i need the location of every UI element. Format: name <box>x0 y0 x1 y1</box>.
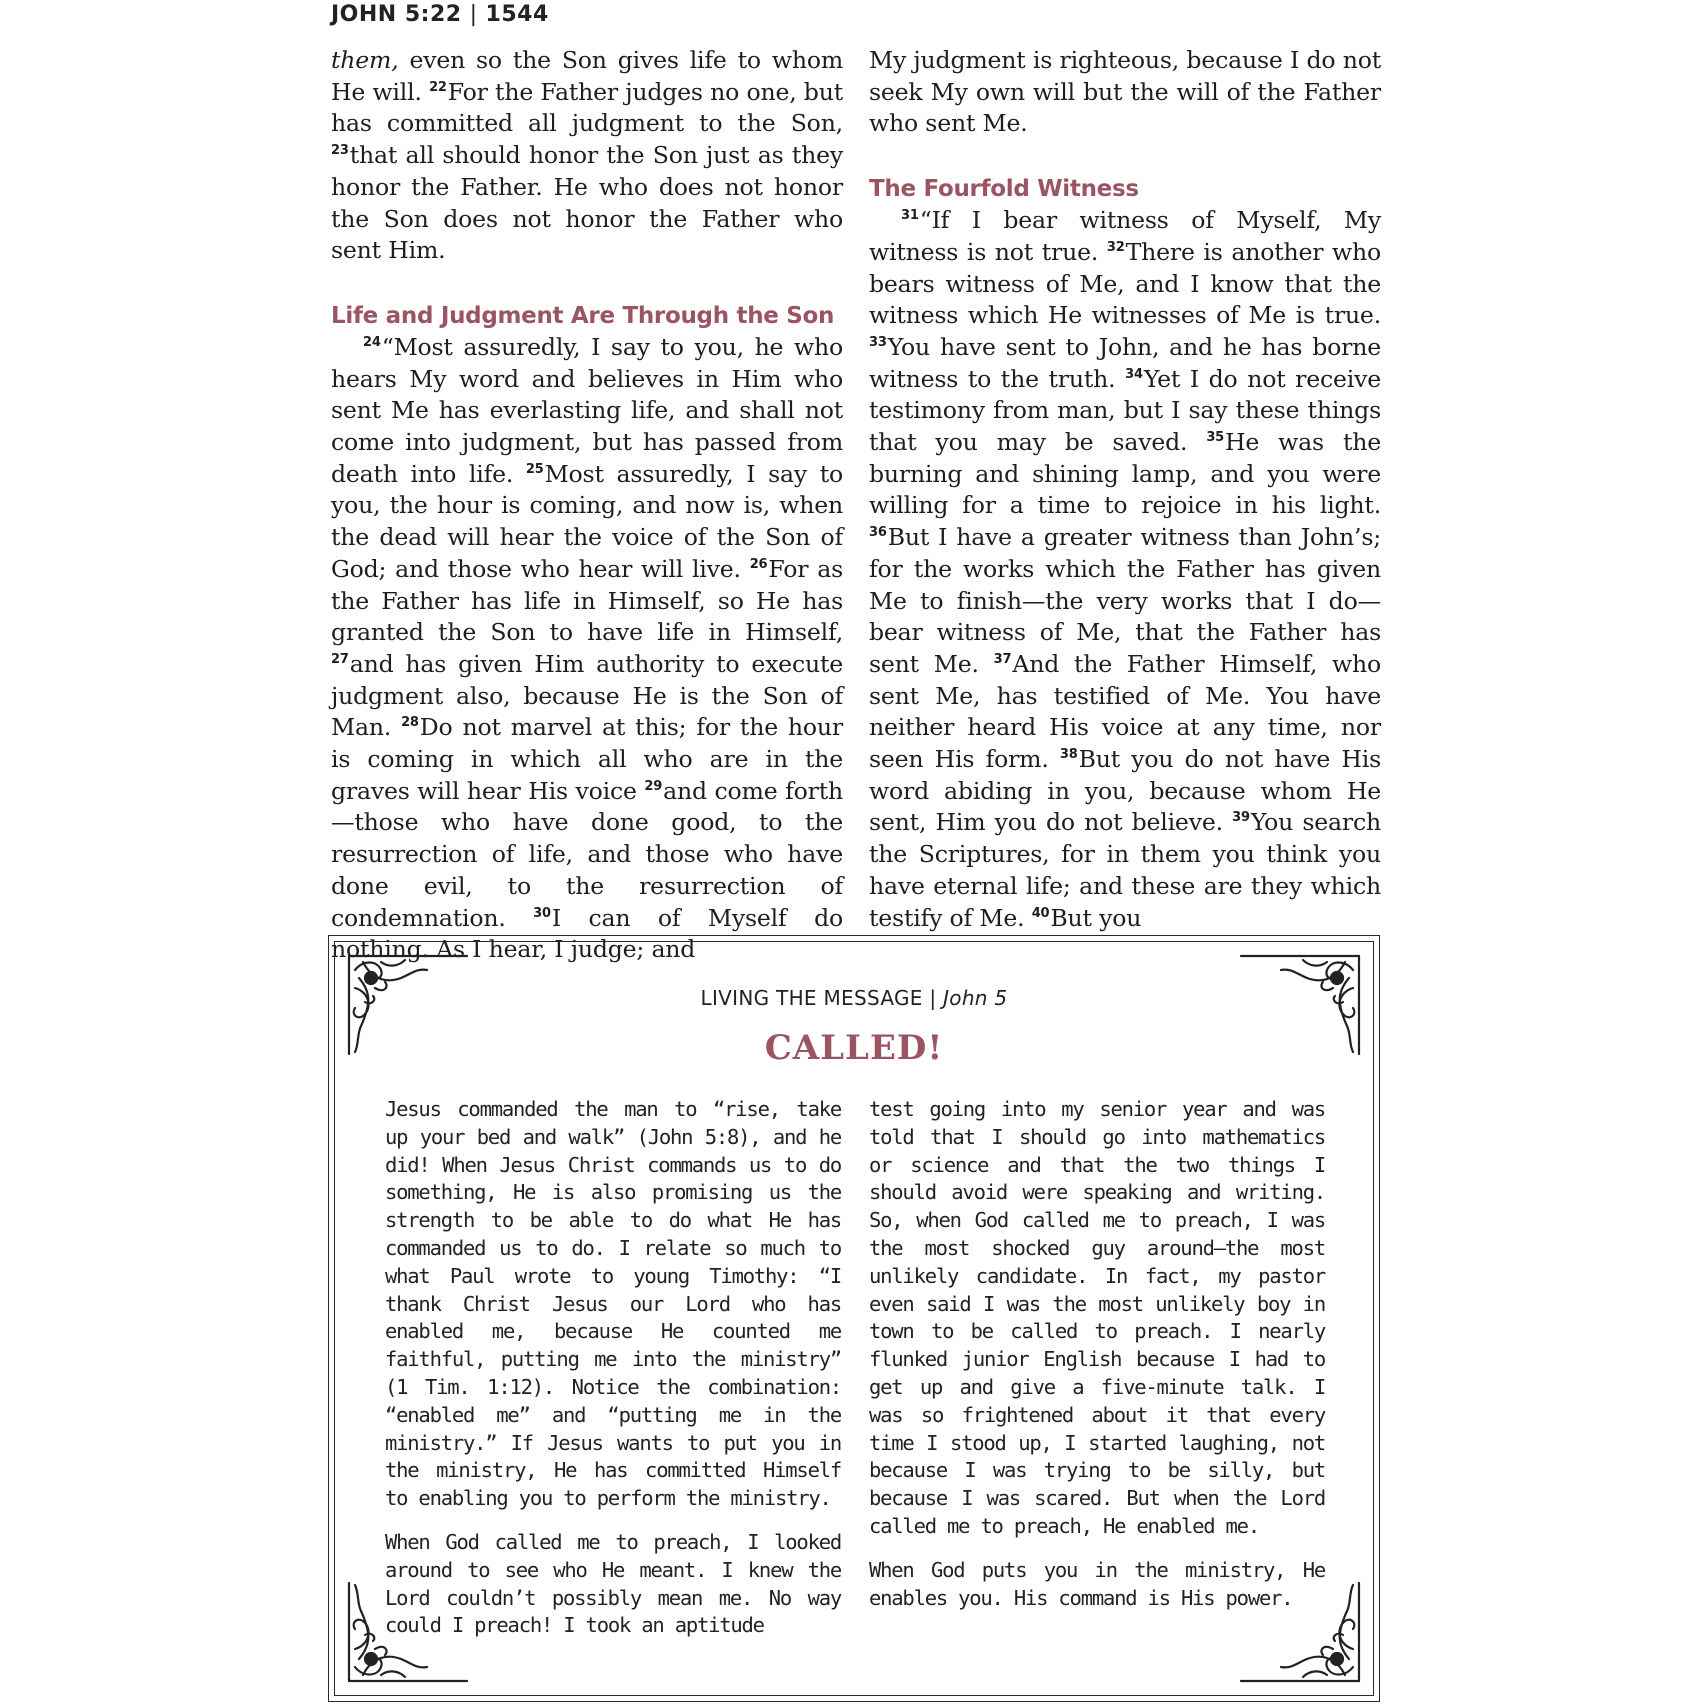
paragraph-verses-24-30: $^{24}$“Most assuredly, I say to you, he who hears My word and believes in Him who sent Me has everlasting life, and shall not come into judgment, but has passed from death into life. $^{25}$Most assuredly, I say to you, the hour is coming, and now is, when the dead will hear the voice of the Son of God; and those who hear will live. $^{26}$For as the Father has life in Himself, so He has granted the Son to have life in Himself, $^{27}$and has given Him authority to execute judgment also, because He is the Son of Man. $^{28}$Do not marvel at this; for the hour is coming in which all who are in the graves will hear His voice $^{29}$and come forth—those who have done good, to the resurrection of life, and those who have done evil, to the resurrection of condemnation. $^{30}$I can of Myself do nothing. As I hear, I judge; and <box>331 332 843 964</box>
verse-number: 40 <box>1031 905 1050 921</box>
verse-number: 22 <box>429 79 447 95</box>
left-text-column <box>331 45 843 966</box>
verse-number: 37 <box>993 651 1012 667</box>
living-the-message-box <box>328 935 1380 1702</box>
feature-label: LIVING THE MESSAGE | John 5 <box>700 986 1008 1010</box>
verse-number: 27 <box>331 651 349 667</box>
sidebar-paragraph: When God puts you in the ministry, He enables you. His command is His power. <box>869 1557 1325 1610</box>
verse-number: 29 <box>644 778 663 794</box>
verse-number: 34 <box>1125 366 1143 382</box>
right-text-column <box>869 45 1381 934</box>
verse-number: 35 <box>1206 430 1225 446</box>
paragraph-verses-21-23: them, even so the Son gives life to whom He will. $^{22}$For the Father judges no one, but has committed all judgment to the Son, $^{23}$that all should honor the Son just as they honor the Father. He who does not honor the Son does not honor the Father who sent Him. <box>331 46 843 265</box>
verse-number: 39 <box>1232 810 1250 826</box>
paragraph-verse-30-cont: My judgment is righteous, because I do not seek My own will but the will of the Father who sent Me. <box>869 46 1381 138</box>
sidebar-paragraph: Jesus commanded the man to “rise, take up your bed and walk” (John 5:8), and he did! When Jesus Christ commands us to do something, He is also promising us the strength to be able to do what He has commanded us to do. I relate so much to what Paul wrote to young Timothy: “I thank Christ Jesus our Lord who has enabled me, because He counted me faithful, putting me into the ministry” (1 Tim. 1:12). Notice the combination: “enabled me” and “putting me in the ministry.” If Jesus wants to put you in the ministry, He has committed Himself to enabling you to perform the ministry. <box>385 1097 841 1511</box>
running-head <box>331 0 549 30</box>
italic-lead: them, <box>331 46 399 74</box>
verse-number: 32 <box>1106 239 1125 255</box>
sidebar-paragraph: When God called me to preach, I looked around to see who He meant. I knew the Lord couldn’t possibly mean me. No way could I preach! I took an aptitude <box>385 1529 841 1638</box>
sidebar-paragraph: test going into my senior year and was told that I should go into mathematics or science and that the two things I should avoid were speaking and writing. So, when God called me to preach, I was the most shocked guy around—the most unlikely candidate. In fact, my pastor even said I was the most unlikely boy in town to be called to preach. I nearly flunked junior English because I had to get up and give a five-minute talk. I was so frightened about it that every time I stood up, I started laughing, not because I was trying to be silly, but because I was scared. But when the Lord called me to preach, He enabled me. <box>869 1097 1325 1538</box>
verse-number: 25 <box>525 461 544 477</box>
verse-number: 28 <box>401 715 419 731</box>
feature-reference: John 5 <box>943 986 1008 1010</box>
verse-number: 23 <box>331 143 349 159</box>
section-heading-life-and-judgment: Life and Judgment Are Through the Son <box>331 302 835 329</box>
verse-number: 26 <box>749 556 768 572</box>
feature-title: CALLED! <box>764 1028 944 1068</box>
header-separator: | <box>469 2 478 27</box>
verse-number: 30 <box>533 905 551 921</box>
paragraph-verses-31-40: $^{31}$“If I bear witness of Myself, My witness is not true. $^{32}$There is another who bears witness of Me, and I know that the witness which He witnesses of Me is true. $^{33}$You have sent to John, and he has borne witness to the truth. $^{34}$Yet I do not receive testimony from man, but I say these things that you may be saved. $^{35}$He was the burning and shining lamp, and you were willing for a time to rejoice in his light. $^{36}$But I have a greater witness than John’s; for the works which the Father has given Me to finish—the very works that I do—bear witness of Me, that the Father has sent Me. $^{37}$And the Father Himself, who sent Me, has testified of Me. You have neither heard His voice at any time, nor seen His form. $^{38}$But you do not have His word abiding in you, because whom He sent, Him you do not believe. $^{39}$You search the Scriptures, for in them you think you have eternal life; and these are they which testify of Me. $^{40}$But you <box>869 206 1382 932</box>
sidebar-right-column <box>869 1096 1325 1628</box>
page-number: 1544 <box>485 2 549 27</box>
verse-number: 31 <box>901 208 919 224</box>
verse-number: 38 <box>1059 747 1078 763</box>
verse-number: 24 <box>363 334 381 350</box>
sidebar-left-column <box>385 1096 841 1656</box>
verse-number: 33 <box>869 334 887 350</box>
section-heading-fourfold-witness: The Fourfold Witness <box>869 176 1139 203</box>
verse-number: 36 <box>869 525 887 541</box>
chapter-reference: JOHN 5:22 <box>331 2 462 27</box>
